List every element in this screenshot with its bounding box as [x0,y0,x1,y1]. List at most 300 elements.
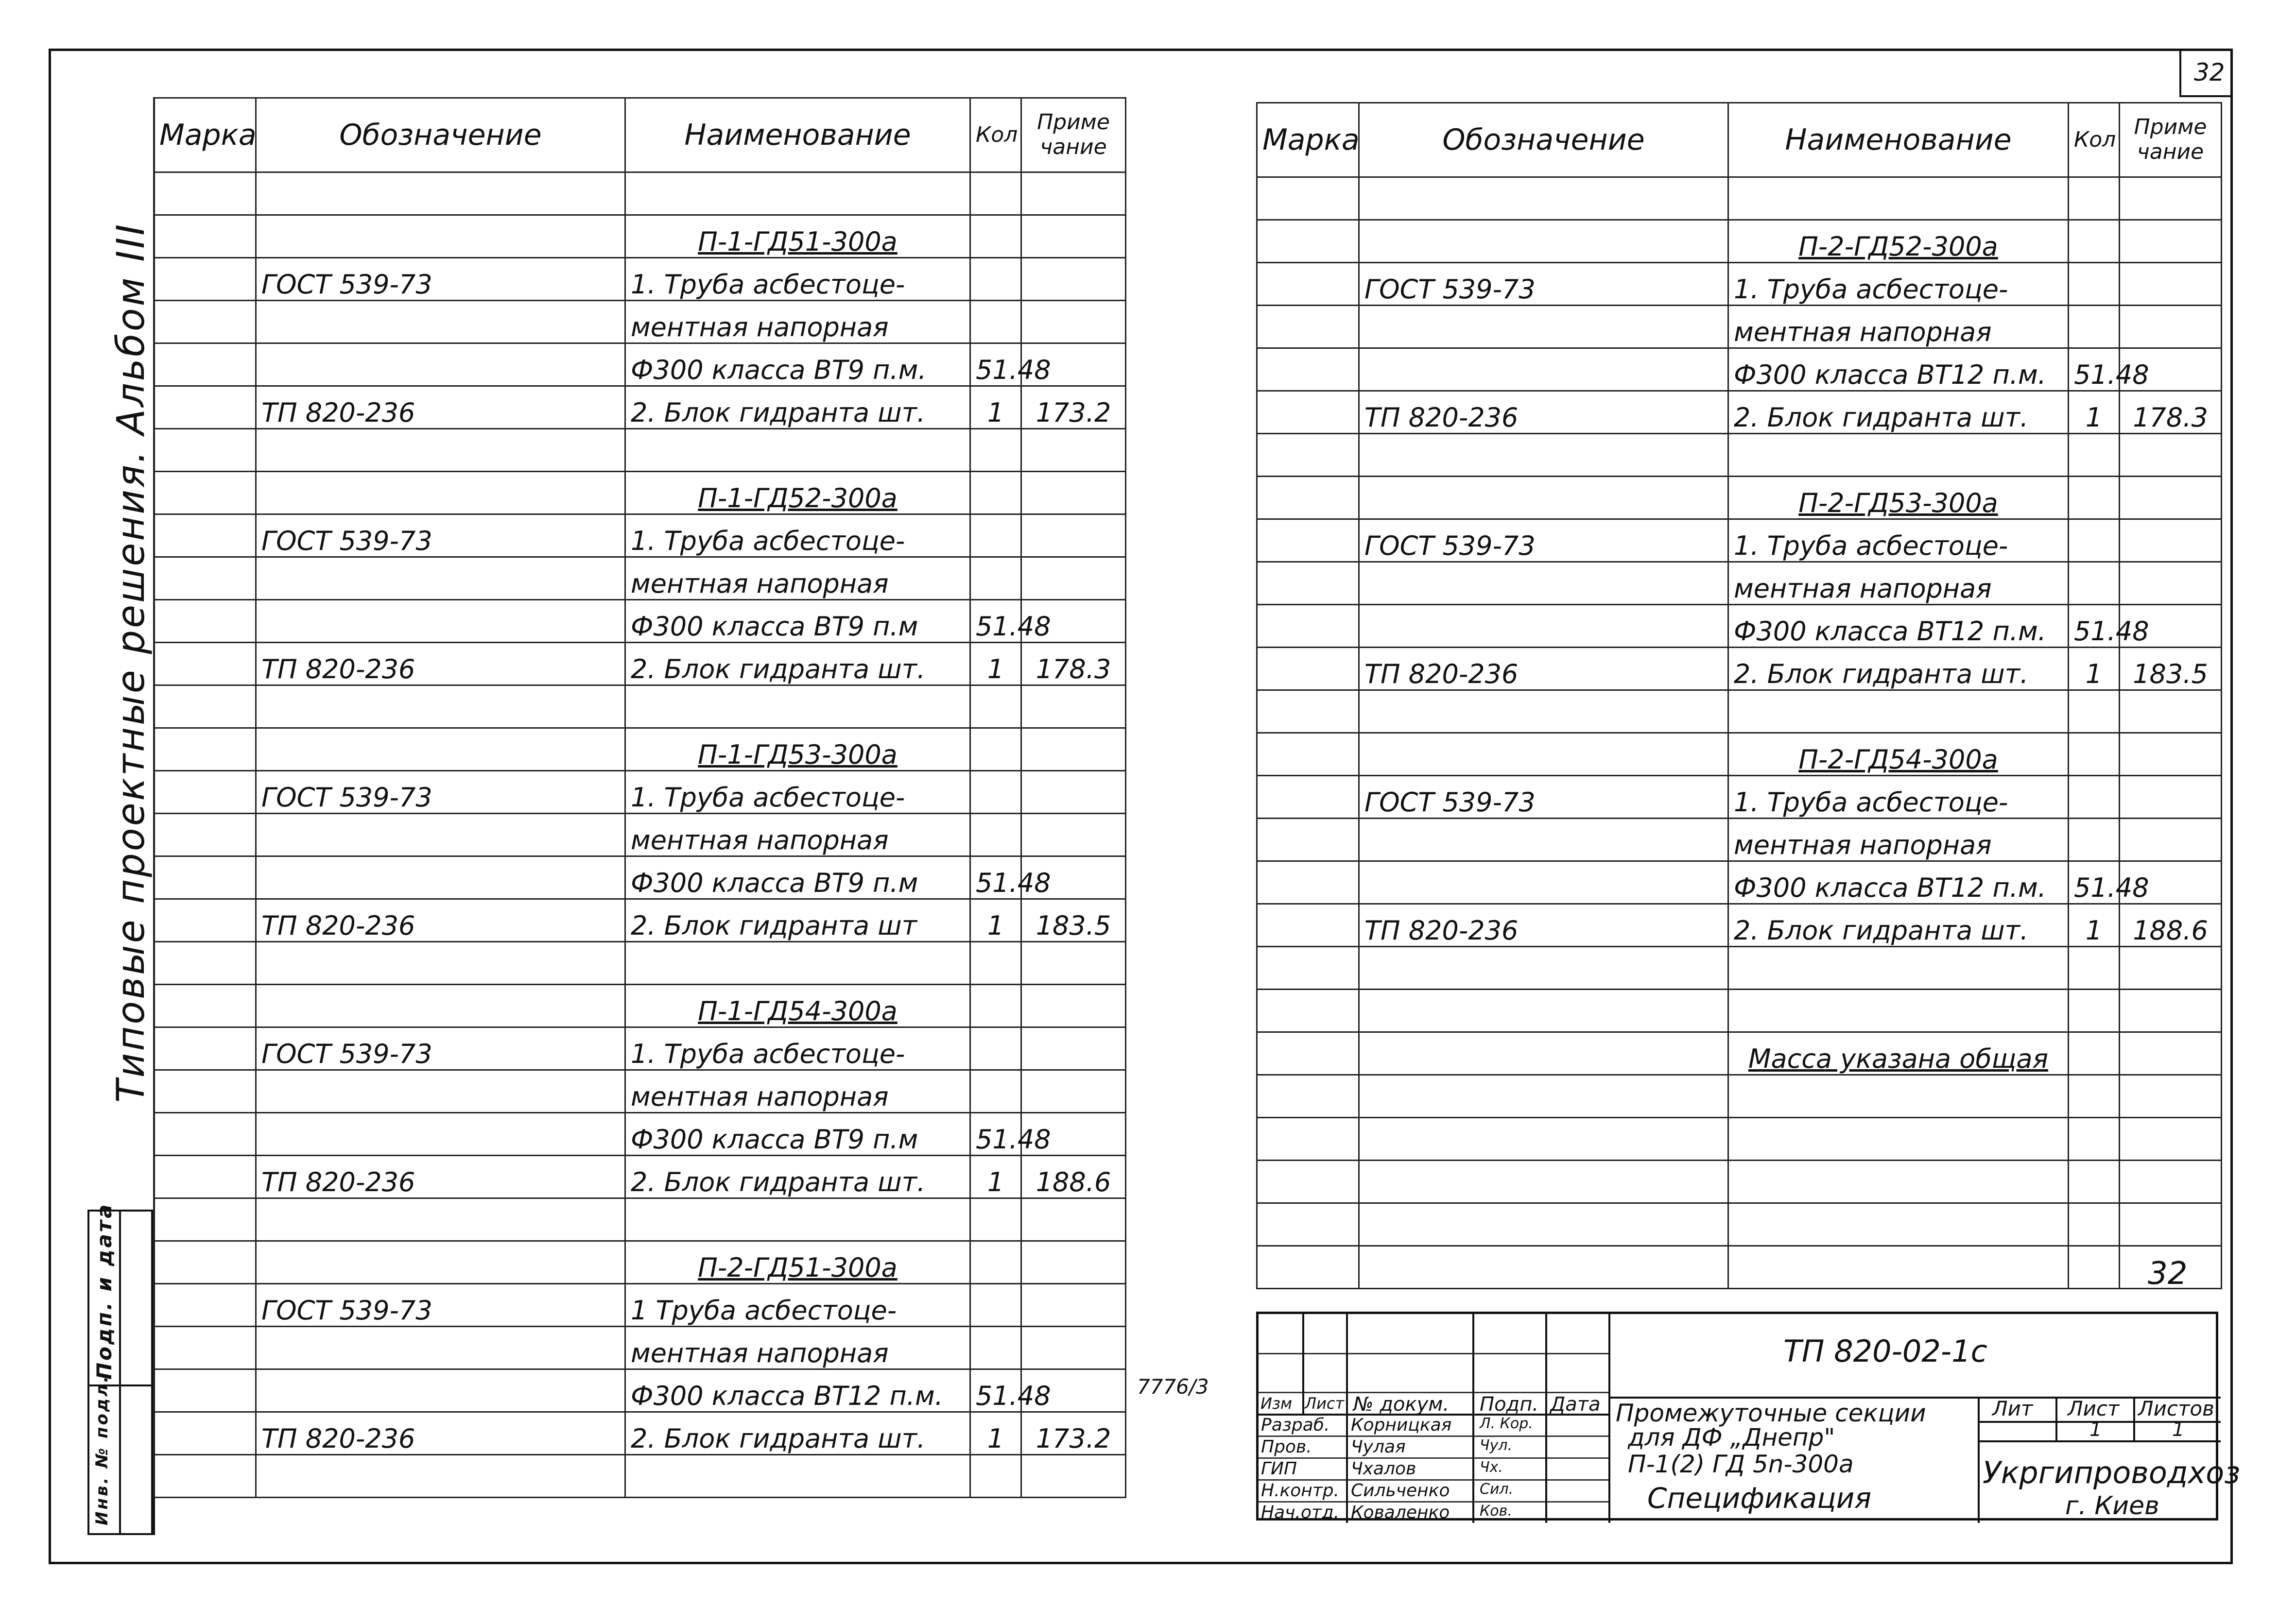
name-cell [625,1455,970,1498]
tb-sign: Чх. [1480,1459,1503,1476]
quantity-cell [2069,220,2120,263]
note-cell [2120,1161,2222,1203]
name-cell: Ф300 класса ВТ12 п.м. [1728,348,2069,391]
note-cell [2120,562,2222,605]
marka-cell [154,301,256,343]
designation-cell: ГОСТ 539-73 [1359,263,1728,306]
note-cell [2120,477,2222,519]
quantity-cell [2069,177,2120,220]
quantity-cell [970,685,1021,728]
table-row [1257,776,2222,819]
marka-cell [1257,1246,1359,1289]
quantity-cell [2069,1032,2120,1075]
marka-cell [154,899,256,942]
marka-cell [154,429,256,472]
header-marka: Марка [1257,103,1359,177]
name-cell: Ф300 класса ВТ9 п.м [625,1113,970,1156]
name-cell [1728,690,2069,733]
table-row [1257,1246,2222,1289]
name-cell: ментная напорная [625,1070,970,1113]
note-cell [1021,215,1126,258]
quantity-cell: 51.48 [2069,605,2120,648]
table-row [154,942,1126,985]
quantity-cell [2069,477,2120,519]
tb-grid [1346,1314,1348,1523]
marka-cell [154,386,256,429]
marka-cell [154,856,256,899]
name-cell [625,172,970,215]
table-row [154,985,1126,1027]
quantity-cell [970,258,1021,301]
right-spec-body [1257,177,2222,1289]
margin-stamp-divider [119,1210,121,1535]
designation-cell [256,1241,625,1284]
quantity-cell [2069,1075,2120,1118]
note-cell [1021,1284,1126,1327]
designation-cell [1359,605,1728,648]
name-cell: П-1-ГД51-300а [625,215,970,258]
table-row [154,172,1126,215]
marka-cell [1257,562,1359,605]
designation-cell [256,557,625,600]
designation-cell [256,1113,625,1156]
table-row [154,1241,1126,1284]
designation-cell [1359,1203,1728,1246]
note-cell [1021,771,1126,814]
designation-cell [1359,348,1728,391]
header-kol: Кол [2069,103,2120,177]
name-cell: 1. Труба асбестоце- [1728,263,2069,306]
note-cell [1021,1241,1126,1284]
note-cell [1021,172,1126,215]
name-cell: Ф300 класса ВТ9 п.м [625,856,970,899]
tb-document-code: ТП 820-02-1с [1783,1333,1987,1369]
name-cell [1728,1161,2069,1203]
name-cell: Ф300 класса ВТ12 п.м. [1728,605,2069,648]
table-row [1257,220,2222,263]
designation-cell [256,856,625,899]
quantity-cell [970,728,1021,771]
marka-cell [154,643,256,685]
table-row [1257,648,2222,690]
marka-cell [1257,1203,1359,1246]
table-row [154,1070,1126,1113]
tb-divider [2055,1397,2057,1440]
tb-name: Коваленко [1351,1503,1450,1522]
table-row [1257,819,2222,861]
table-row [1257,990,2222,1032]
quantity-cell [970,172,1021,215]
margin-stamp-inv: Инв. № подл. [92,1374,112,1525]
tb-divider [1608,1397,2221,1399]
header-oboznachenie: Обозначение [256,98,625,172]
header-primechanie: Приме чание [1021,98,1126,172]
table-row [1257,1075,2222,1118]
note-cell [2120,177,2222,220]
note-cell [1021,1027,1126,1070]
table-row [1257,605,2222,648]
tb-sign: Ков. [1480,1503,1512,1520]
tb-listov-label: Листов [2138,1397,2214,1420]
designation-cell: ГОСТ 539-73 [256,514,625,557]
name-cell: 1. Труба асбестоце- [625,1027,970,1070]
table-row [154,856,1126,899]
name-cell: 1. Труба асбестоце- [1728,519,2069,562]
quantity-cell [970,1241,1021,1284]
quantity-cell [970,215,1021,258]
name-cell: 1. Труба асбестоце- [625,258,970,301]
designation-cell: ТП 820-236 [1359,648,1728,690]
designation-cell [1359,1075,1728,1118]
quantity-cell [970,1027,1021,1070]
marka-cell [1257,861,1359,904]
tb-lit-label: Лит [1992,1397,2033,1420]
tb-sign: Сил. [1480,1481,1514,1498]
tb-description-3: П-1(2) ГД 5n-300а [1628,1450,1854,1478]
table-row [154,1327,1126,1369]
tb-col-dokum: № докум. [1353,1393,1450,1416]
name-cell: 2. Блок гидранта шт [625,899,970,942]
name-cell: ментная напорная [1728,306,2069,348]
table-row [1257,1118,2222,1161]
marka-cell [154,1070,256,1113]
note-cell: 188.6 [1021,1156,1126,1198]
table-row [1257,690,2222,733]
marka-cell [1257,348,1359,391]
name-cell [1728,1118,2069,1161]
marka-cell [1257,733,1359,776]
table-row [154,1156,1126,1198]
marka-cell [154,514,256,557]
note-cell [1021,429,1126,472]
table-row [1257,562,2222,605]
quantity-cell [2069,1161,2120,1203]
marka-cell [154,942,256,985]
note-cell [1021,301,1126,343]
name-cell: П-2-ГД52-300а [1728,220,2069,263]
designation-cell [256,343,625,386]
quantity-cell [2069,263,2120,306]
designation-cell [1359,477,1728,519]
note-cell [1021,1198,1126,1241]
designation-cell [1359,177,1728,220]
note-cell: 178.3 [2120,391,2222,434]
marka-cell [154,814,256,856]
header-naimenovanie: Наименование [625,98,970,172]
designation-cell: ТП 820-236 [1359,391,1728,434]
marka-cell [1257,220,1359,263]
quantity-cell [970,985,1021,1027]
marka-cell [1257,1075,1359,1118]
marka-cell [1257,990,1359,1032]
designation-cell [1359,1246,1728,1289]
quantity-cell: 51.48 [970,600,1021,643]
designation-cell [256,814,625,856]
quantity-cell [2069,776,2120,819]
table-row [1257,348,2222,391]
tb-grid [1259,1457,1608,1459]
marka-cell [154,1455,256,1498]
marka-cell [1257,776,1359,819]
name-cell: 1 Труба асбестоце- [625,1284,970,1327]
table-row [154,600,1126,643]
designation-cell: ТП 820-236 [256,1156,625,1198]
designation-cell [1359,1032,1728,1075]
note-cell [1021,942,1126,985]
marka-cell [154,258,256,301]
designation-cell: ТП 820-236 [1359,904,1728,947]
marka-cell [1257,690,1359,733]
designation-cell: ТП 820-236 [256,1412,625,1455]
designation-cell [1359,306,1728,348]
marka-cell [1257,1118,1359,1161]
designation-cell [256,1455,625,1498]
name-cell: П-2-ГД53-300а [1728,477,2069,519]
designation-cell [256,942,625,985]
name-cell: Масса указана общая [1728,1032,2069,1075]
designation-cell [1359,819,1728,861]
note-cell: 178.3 [1021,643,1126,685]
table-row [1257,477,2222,519]
header-primechanie: Приме чание [2120,103,2222,177]
tb-sign: Чул. [1480,1437,1513,1454]
name-cell: ментная напорная [625,557,970,600]
designation-cell [256,172,625,215]
table-row [1257,177,2222,220]
name-cell: 2. Блок гидранта шт. [1728,391,2069,434]
quantity-cell [970,472,1021,514]
name-cell: П-1-ГД52-300а [625,472,970,514]
note-cell [2120,990,2222,1032]
page-number-bottom: 32 [2148,1256,2188,1292]
designation-cell: ГОСТ 539-73 [256,1284,625,1327]
quantity-cell: 1 [970,643,1021,685]
table-row [154,1198,1126,1241]
tb-grid [1472,1314,1474,1523]
name-cell [1728,1246,2069,1289]
marka-cell [154,771,256,814]
margin-stamp-podp: Подп. и дата [92,1202,116,1380]
designation-cell: ТП 820-236 [256,386,625,429]
quantity-cell [970,1070,1021,1113]
quantity-cell: 51.48 [970,1113,1021,1156]
designation-cell [256,1327,625,1369]
quantity-cell [2069,434,2120,477]
name-cell: Ф300 класса ВТ9 п.м [625,600,970,643]
designation-cell [1359,1161,1728,1203]
quantity-cell: 51.48 [970,343,1021,386]
header-marka: Марка [154,98,256,172]
designation-cell [1359,220,1728,263]
table-row [1257,861,2222,904]
name-cell: ментная напорная [625,301,970,343]
designation-cell [1359,947,1728,990]
table-row [154,1369,1126,1412]
tb-role: Разраб. [1261,1415,1330,1435]
tb-grid [1545,1314,1547,1523]
tb-role: ГИП [1261,1459,1297,1479]
marka-cell [154,1327,256,1369]
table-row [154,1027,1126,1070]
designation-cell: ГОСТ 539-73 [256,258,625,301]
name-cell: ментная напорная [625,1327,970,1369]
page-number: 32 [2194,58,2225,86]
marka-cell [154,1412,256,1455]
marka-cell [154,1027,256,1070]
tb-col-podp: Подп. [1480,1393,1539,1416]
quantity-cell: 51.48 [970,856,1021,899]
table-row [154,557,1126,600]
name-cell: ментная напорная [1728,819,2069,861]
name-cell [1728,1075,2069,1118]
right-spec-table [1256,102,2222,1289]
name-cell: 1. Труба асбестоце- [625,771,970,814]
name-cell [625,429,970,472]
marka-cell [154,1241,256,1284]
designation-cell [256,600,625,643]
quantity-cell: 1 [970,899,1021,942]
marka-cell [154,1156,256,1198]
designation-cell: ГОСТ 539-73 [256,1027,625,1070]
note-cell [2120,733,2222,776]
quantity-cell [2069,519,2120,562]
tb-divider [2133,1397,2135,1440]
quantity-cell [2069,690,2120,733]
designation-cell [256,1198,625,1241]
tb-listov-value: 1 [2172,1418,2185,1441]
note-cell: 183.5 [1021,899,1126,942]
marka-cell [1257,648,1359,690]
table-row [154,215,1126,258]
name-cell: 1. Труба асбестоце- [1728,776,2069,819]
table-row [1257,1203,2222,1246]
quantity-cell [2069,947,2120,990]
marka-cell [1257,947,1359,990]
quantity-cell [970,301,1021,343]
table-row [154,814,1126,856]
table-row [154,643,1126,685]
table-row [1257,306,2222,348]
marka-cell [1257,904,1359,947]
designation-cell [1359,990,1728,1032]
note-cell: 183.5 [2120,648,2222,690]
tb-grid [1259,1353,1608,1354]
marka-cell [1257,263,1359,306]
table-row [1257,263,2222,306]
note-cell [1021,472,1126,514]
table-row [154,514,1126,557]
name-cell: ментная напорная [625,814,970,856]
tb-col-list: Лист [1305,1394,1345,1413]
quantity-cell [2069,1118,2120,1161]
tb-list-value: 1 [2089,1418,2102,1441]
marka-cell [1257,1032,1359,1075]
name-cell [1728,434,2069,477]
name-cell: П-2-ГД54-300а [1728,733,2069,776]
quantity-cell: 51.48 [2069,348,2120,391]
designation-cell [256,1369,625,1412]
name-cell: П-1-ГД54-300а [625,985,970,1027]
note-cell [1021,514,1126,557]
name-cell: ментная напорная [1728,562,2069,605]
table-row [1257,1161,2222,1203]
name-cell: П-1-ГД53-300а [625,728,970,771]
table-row [154,1113,1126,1156]
note-cell [1021,258,1126,301]
note-cell [2120,947,2222,990]
tb-col-izm: Изм [1260,1394,1293,1413]
tb-divider [1608,1314,1610,1523]
note-cell [2120,519,2222,562]
table-row [154,429,1126,472]
tb-name: Корницкая [1351,1415,1452,1435]
table-row [1257,733,2222,776]
designation-cell: ТП 820-236 [256,643,625,685]
designation-cell [256,985,625,1027]
table-row [154,728,1126,771]
table-row [1257,1032,2222,1075]
tb-description-2: для ДФ „Днепр" [1628,1423,1835,1452]
album-label: Типовые проектные решения. Альбом III [109,222,153,1103]
name-cell [1728,1203,2069,1246]
quantity-cell [970,814,1021,856]
tb-role: Пров. [1261,1437,1312,1457]
archive-number: 7776/3 [1137,1375,1209,1399]
quantity-cell: 1 [970,1412,1021,1455]
quantity-cell [970,429,1021,472]
marka-cell [1257,177,1359,220]
name-cell: 1. Труба асбестоце- [625,514,970,557]
name-cell: Ф300 класса ВТ9 п.м. [625,343,970,386]
table-row [154,1284,1126,1327]
marka-cell [154,728,256,771]
designation-cell [256,728,625,771]
left-spec-body [154,172,1126,1498]
tb-sign: Л. Кор. [1480,1415,1533,1432]
designation-cell [1359,861,1728,904]
table-row [1257,434,2222,477]
quantity-cell [970,514,1021,557]
designation-cell: ГОСТ 539-73 [256,771,625,814]
quantity-cell [2069,733,2120,776]
marka-cell [1257,434,1359,477]
name-cell: 2. Блок гидранта шт. [625,1156,970,1198]
note-cell [1021,1070,1126,1113]
quantity-cell [2069,562,2120,605]
note-cell [2120,434,2222,477]
tb-organization: Укргипроводхоз [1983,1455,2241,1490]
marka-cell [154,1113,256,1156]
name-cell: 2. Блок гидранта шт. [625,643,970,685]
quantity-cell [970,1198,1021,1241]
designation-cell [1359,1118,1728,1161]
table-row [154,685,1126,728]
header-kol: Кол [970,98,1021,172]
table-row [1257,947,2222,990]
quantity-cell: 1 [970,1156,1021,1198]
marka-cell [154,1284,256,1327]
quantity-cell: 1 [970,386,1021,429]
marka-cell [1257,819,1359,861]
table-row [154,1412,1126,1455]
quantity-cell [970,557,1021,600]
tb-city: г. Киев [2065,1491,2159,1521]
tb-role: Н.контр. [1261,1481,1340,1501]
left-spec-table [153,97,1126,1498]
quantity-cell [970,1327,1021,1369]
designation-cell [256,472,625,514]
quantity-cell: 1 [2069,904,2120,947]
